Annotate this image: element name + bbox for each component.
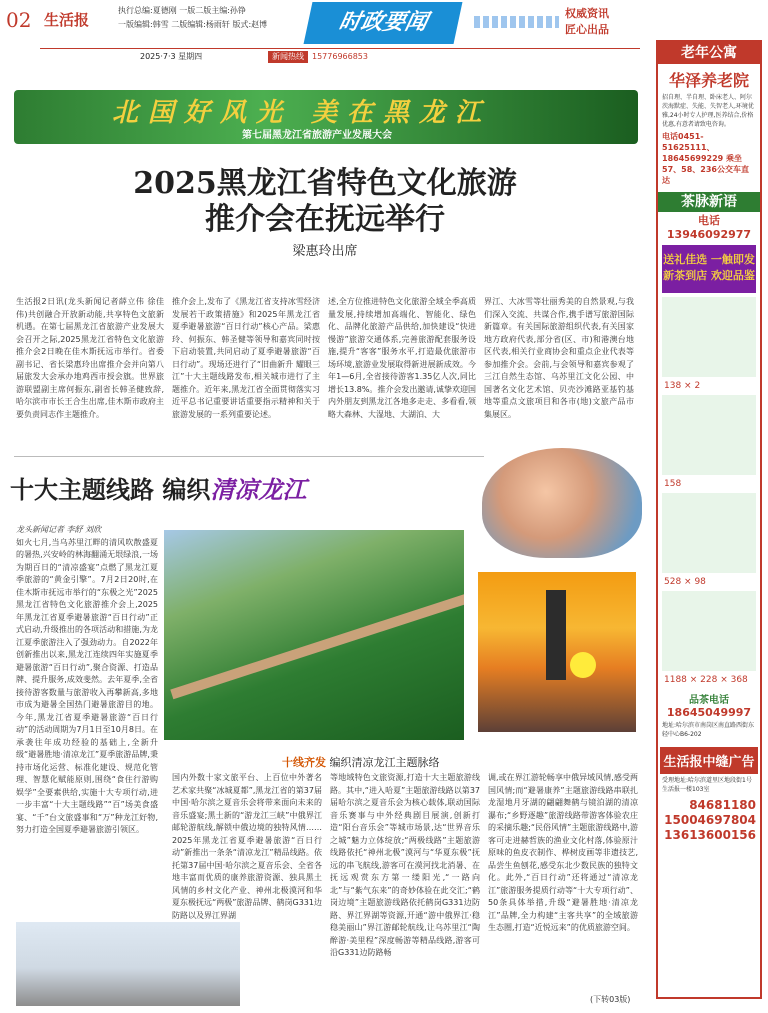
- sculpture-shape: [546, 590, 566, 680]
- crane-birds-photo: [16, 922, 240, 1006]
- staff-line-2: 一版编辑:韩雪 二版编辑:杨雨轩 版式:赵博: [118, 20, 268, 29]
- arrows-decoration: [474, 16, 559, 28]
- sunset-sculpture-photo: [478, 572, 636, 732]
- tea-contact-label: 品茶电话: [689, 695, 729, 706]
- article1-col4: 界江、大冰雪等壮丽秀美的自然景观,与我们深入交流、共谋合作,携手谱写旅游国际新篇章。有关国际旅游组织代表,有关国家地方政府代表,部分省(区、市)和港澳台地区代表,相关行业商协会和重点企业代表等参加推介会。会前,与会领导和嘉宾参观了三江自然生态馆、乌苏里江文化公园、中国著名文化艺术馆、贝壳沙滩路亚基钓基地等重点文旅项目和各市(地)文旅产品市集展区。: [484, 297, 634, 419]
- masthead: [0, 0, 650, 90]
- tea-product-3: [662, 493, 756, 573]
- article1-col1: 生活报2日讯(龙头新闻记者薛立伟 徐佳伟)共创融合开放新动能,共享特色文旅新机遇。在第七届黑龙江省旅游产业发展大会召开之际,2025黑龙江省特色文化旅游推介会2日晚在佳木斯抚远市举行。省委副书记、省长梁惠玲出席推介会并向第八届旅发大会承办地鸡西市授会旗。世界旅游联盟副主席何振东,副省长韩圣健致辞,哈尔滨市市长王合生出席,佳木斯市政府主要负责同志作主题推介。: [16, 297, 164, 419]
- continued-note: (下转03版): [590, 995, 631, 1004]
- article2-headline-accent: 清凉龙江: [210, 476, 307, 504]
- tea-address: 地址:哈尔滨市南岗区南直路西街东轻中心B6-202: [662, 722, 755, 738]
- tea-title: 茶脉新语: [658, 192, 760, 212]
- banner-art-text: 北国好风光 美在黑龙江: [112, 98, 492, 128]
- hotline-phone: 15776966853: [312, 52, 368, 61]
- sidebar-title: 老年公寓: [658, 42, 760, 64]
- tea-product-2: [662, 395, 756, 475]
- article2-headline-text: 十大主题线路 编织: [10, 476, 211, 504]
- caption-lead: 十线齐发: [282, 756, 326, 769]
- tea-phone: 电话13946092977: [666, 214, 752, 241]
- article1-headline-line2: 推介会在抚远举行: [205, 202, 445, 237]
- sun-shape: [570, 652, 596, 678]
- slogan: [565, 6, 609, 38]
- brand-logo: 生活报: [44, 11, 90, 29]
- article1-col2: 推介会上,发布了《黑龙江省支持冰雪经济发展若干政策措施》和2025年黑龙江省夏季避暑旅游“百日行动”核心产品。梁惠玲、何振东、韩圣健等领导和嘉宾同时按下启动装置,共同启动了夏季避暑旅游“百日行动”。现场还进行了“旧曲新升 耀眼三江”十大主题线路发布,相关城市进行了主题推介。近年来,黑龙江省全面贯彻落实习近平总书记重要讲话重要指示精神和关于旅游发展的一系列重要论述。: [172, 297, 320, 419]
- boardwalk-shape: [170, 591, 464, 699]
- tea-product-1: [662, 297, 756, 377]
- section-title: 时政要闻: [304, 2, 463, 44]
- wetland-boardwalk-photo: [164, 530, 464, 740]
- ad-sidebar: [656, 40, 762, 999]
- price-1: 138 × 2: [664, 381, 701, 391]
- article2-headline: [10, 470, 306, 505]
- nursing-home-desc: 招自理、半自理、卧床老人、阿尔茨海默症、失能、失智老人,环境优雅,24小时专人护理,医养结合,价格优惠,有意者请致电咨询。: [662, 94, 754, 128]
- caption-text: 编织清凉龙江主题脉络: [329, 756, 440, 769]
- hotline-label: 新闻热线: [268, 51, 308, 63]
- price-2: 158: [664, 479, 682, 489]
- article1-headline-line1: 2025黑龙江省特色文化旅游: [133, 166, 517, 201]
- section-divider: [14, 456, 484, 457]
- price-4: 1188 × 228 × 368: [664, 675, 748, 685]
- article2-col3: 等地域特色文旅资源,打造十大主题旅游线路。其中,“进入哈夏”主题旅游线路以第37届哈尔滨之夏音乐会为核心载体,联动国际音乐赛事与中外经典剧目展演,创新打造“阳台音乐会”等城市场景,达“世界音乐之城”魅力立体绽放;“两极线路”主题旅游线路依托“神州北极”漠河与“华夏东极”抚远的串飞航线,游客可在漠河找北消暑、在抚远观赏东方第一缕阳光,“一路向北”与“紫气东来”的奇妙体验在此交汇;“鹤岗边境”主题旅游线路依托鹤岗G331边防路、界江界湖等资源,开通“游中俄界江·稳稳美丽山”界江游邮轮航线,让乌苏里江“陶醉游·美里程”深度畅游等精品线路,游客可沿G331边防路畅: [330, 773, 480, 957]
- article2-col2: 国内外数十家文旅平台、上百位中外著名艺术家共聚“冰城夏都”,黑龙江省的第37届中国·哈尔滨之夏音乐会将带来面向未来的音乐盛宴;黑土新的“游龙江三峡”中俄界江邮轮游航线,解锁中俄边境的独特风情……2025年黑龙江省夏季避暑旅游“百日行动”新推出一条条“清凉龙江”精品线路。依托第37届中国·哈尔滨之夏音乐会、全省各地丰富而优质的康养旅游资源、独具黑土风情的乡村文化产业、神州北极漠河和华夏东极抚远“两极”旅游品牌、鹤岗G331边防路以及界江界湖: [172, 773, 322, 920]
- article2-col1: [16, 524, 158, 920]
- issue-date: 2025·7·3 星期四: [140, 52, 203, 61]
- classified-ad-phones: 84681180 15004697804 13613600156: [664, 798, 756, 842]
- tea-product-4: [662, 591, 756, 671]
- slogan-line-1: 权威资讯: [565, 7, 609, 20]
- article1-subhead: 梁惠玲出席: [292, 244, 358, 259]
- article1-headline: [0, 166, 650, 238]
- staff-line-1: 执行总编:夏德刚 一版二版主编:孙铮: [118, 6, 246, 15]
- article1-col3: 述,全方位推进特色文化旅游全域全季高质量发展,持续增加高端化、智能化、绿色化、品牌化旅游产品供给,加快建设“快进慢游”旅游交通体系,完善旅游配套服务设施,提升“客客”服务水平,打造最优旅游市场环境,旅游业发展取得新进展新成效。今年1—6月,全省接待游客1.35亿人次,同比增长13.8%。推介会发出邀请,诚挚欢迎国内外朋友到黑龙江各地多走走、多看看,领略大森林、大湿地、大湖泊、大: [328, 297, 476, 419]
- classified-ad-title: 生活报中缝广告: [660, 747, 758, 774]
- article2-col1-text: 如火七月,当乌苏里江畔的清风吹散盛夏的暑热,兴安岭的林海翻涌无垠绿浪,一场为期百日的“清凉盛宴”点燃了黑龙江夏季旅游的“黄金引擎”。7月2日20时,在佳木斯市抚远市举行的“东极之光”2025黑龙江省特色文化旅游推介会上,2025年黑龙江省夏季避暑旅游“百日行动”正式启动,升级推出的各项活动和措施,为龙江夏季旅游注入了强劲动力。自2022年创新推出以来,黑龙江连续四年实施夏季避暑旅游“百日行动”,聚合资源、打造品牌、提升服务,成效斐然。去年夏季,全省接待游客数量与旅游收入再攀新高,多地市成为避暑全国热门避暑旅游目的地。今年,黑龙江省夏季避暑旅游“百日行动”的活动周期为7月1日至10月8日。在承袭往年成功经验的基础上,全新升级“避暑胜地·清凉龙江”夏季旅游品牌,秉持市场化运营、标准化建设、规范化管理、智慧化赋能原则,围绕“食住行游购娱学”全要素供给,实施十大专项行动,进一步丰富“十大主题线路”“百”场美食盛宴、“千”台文旅盛事和“万”种龙江好物,努力打造全国夏季避暑旅游引领区。: [16, 537, 158, 834]
- tourists-photo: [482, 448, 642, 558]
- slogan-line-2: 匠心出品: [565, 23, 609, 36]
- nursing-home-name: 华泽养老院: [668, 71, 749, 90]
- article2-byline: 龙头新闻记者 李舒 刘欣: [16, 525, 102, 534]
- page-number: 02: [6, 8, 32, 32]
- tea-ad: 送礼佳选 一触即发 新茶到店 欢迎品鉴: [662, 245, 756, 293]
- price-3: 528 × 98: [664, 577, 706, 587]
- photo-caption: [282, 754, 440, 770]
- tea-contact-phone: 18645049997: [666, 706, 752, 719]
- dateline: [40, 48, 640, 65]
- nursing-home-contact: 电话0451-51625111、18645699229 乘坐57、58、236公交车直达: [662, 132, 749, 185]
- banner-subtitle: 第七届黑龙江省旅游产业发展大会: [242, 130, 392, 141]
- event-banner: [14, 90, 638, 144]
- article2-col4: 调,或在界江游轮畅享中俄异域风情,感受两国风情;而“避暑康养”主题旅游线路串联扎龙湿地月牙湖的翩翩舞鹤与镜泊湖的清凉瀑布;“乡野逐趣”旅游线路带游客体验农庄的采摘乐趣;“民俗风情”主题旅游线路中,游客可走进赫哲族的渔业文化村落,体验原汁原味的鱼皮衣制作、桦树皮画等非遗技艺,品尝生鱼刨花,感受东北少数民族的独特文化。此外,“百日行动”还将通过“清凉龙江”旅游服务提质行动等“十大专项行动”、50条具体举措,升级“避暑胜地·清凉龙江”品牌,全力构建“主客共享”的全域旅游生态圈,打造“近悦远来”的优质旅游空间。: [488, 773, 638, 932]
- classified-ad-sub: 受理地址:哈尔滨道里区地段街1号生活报一楼103室: [662, 777, 752, 793]
